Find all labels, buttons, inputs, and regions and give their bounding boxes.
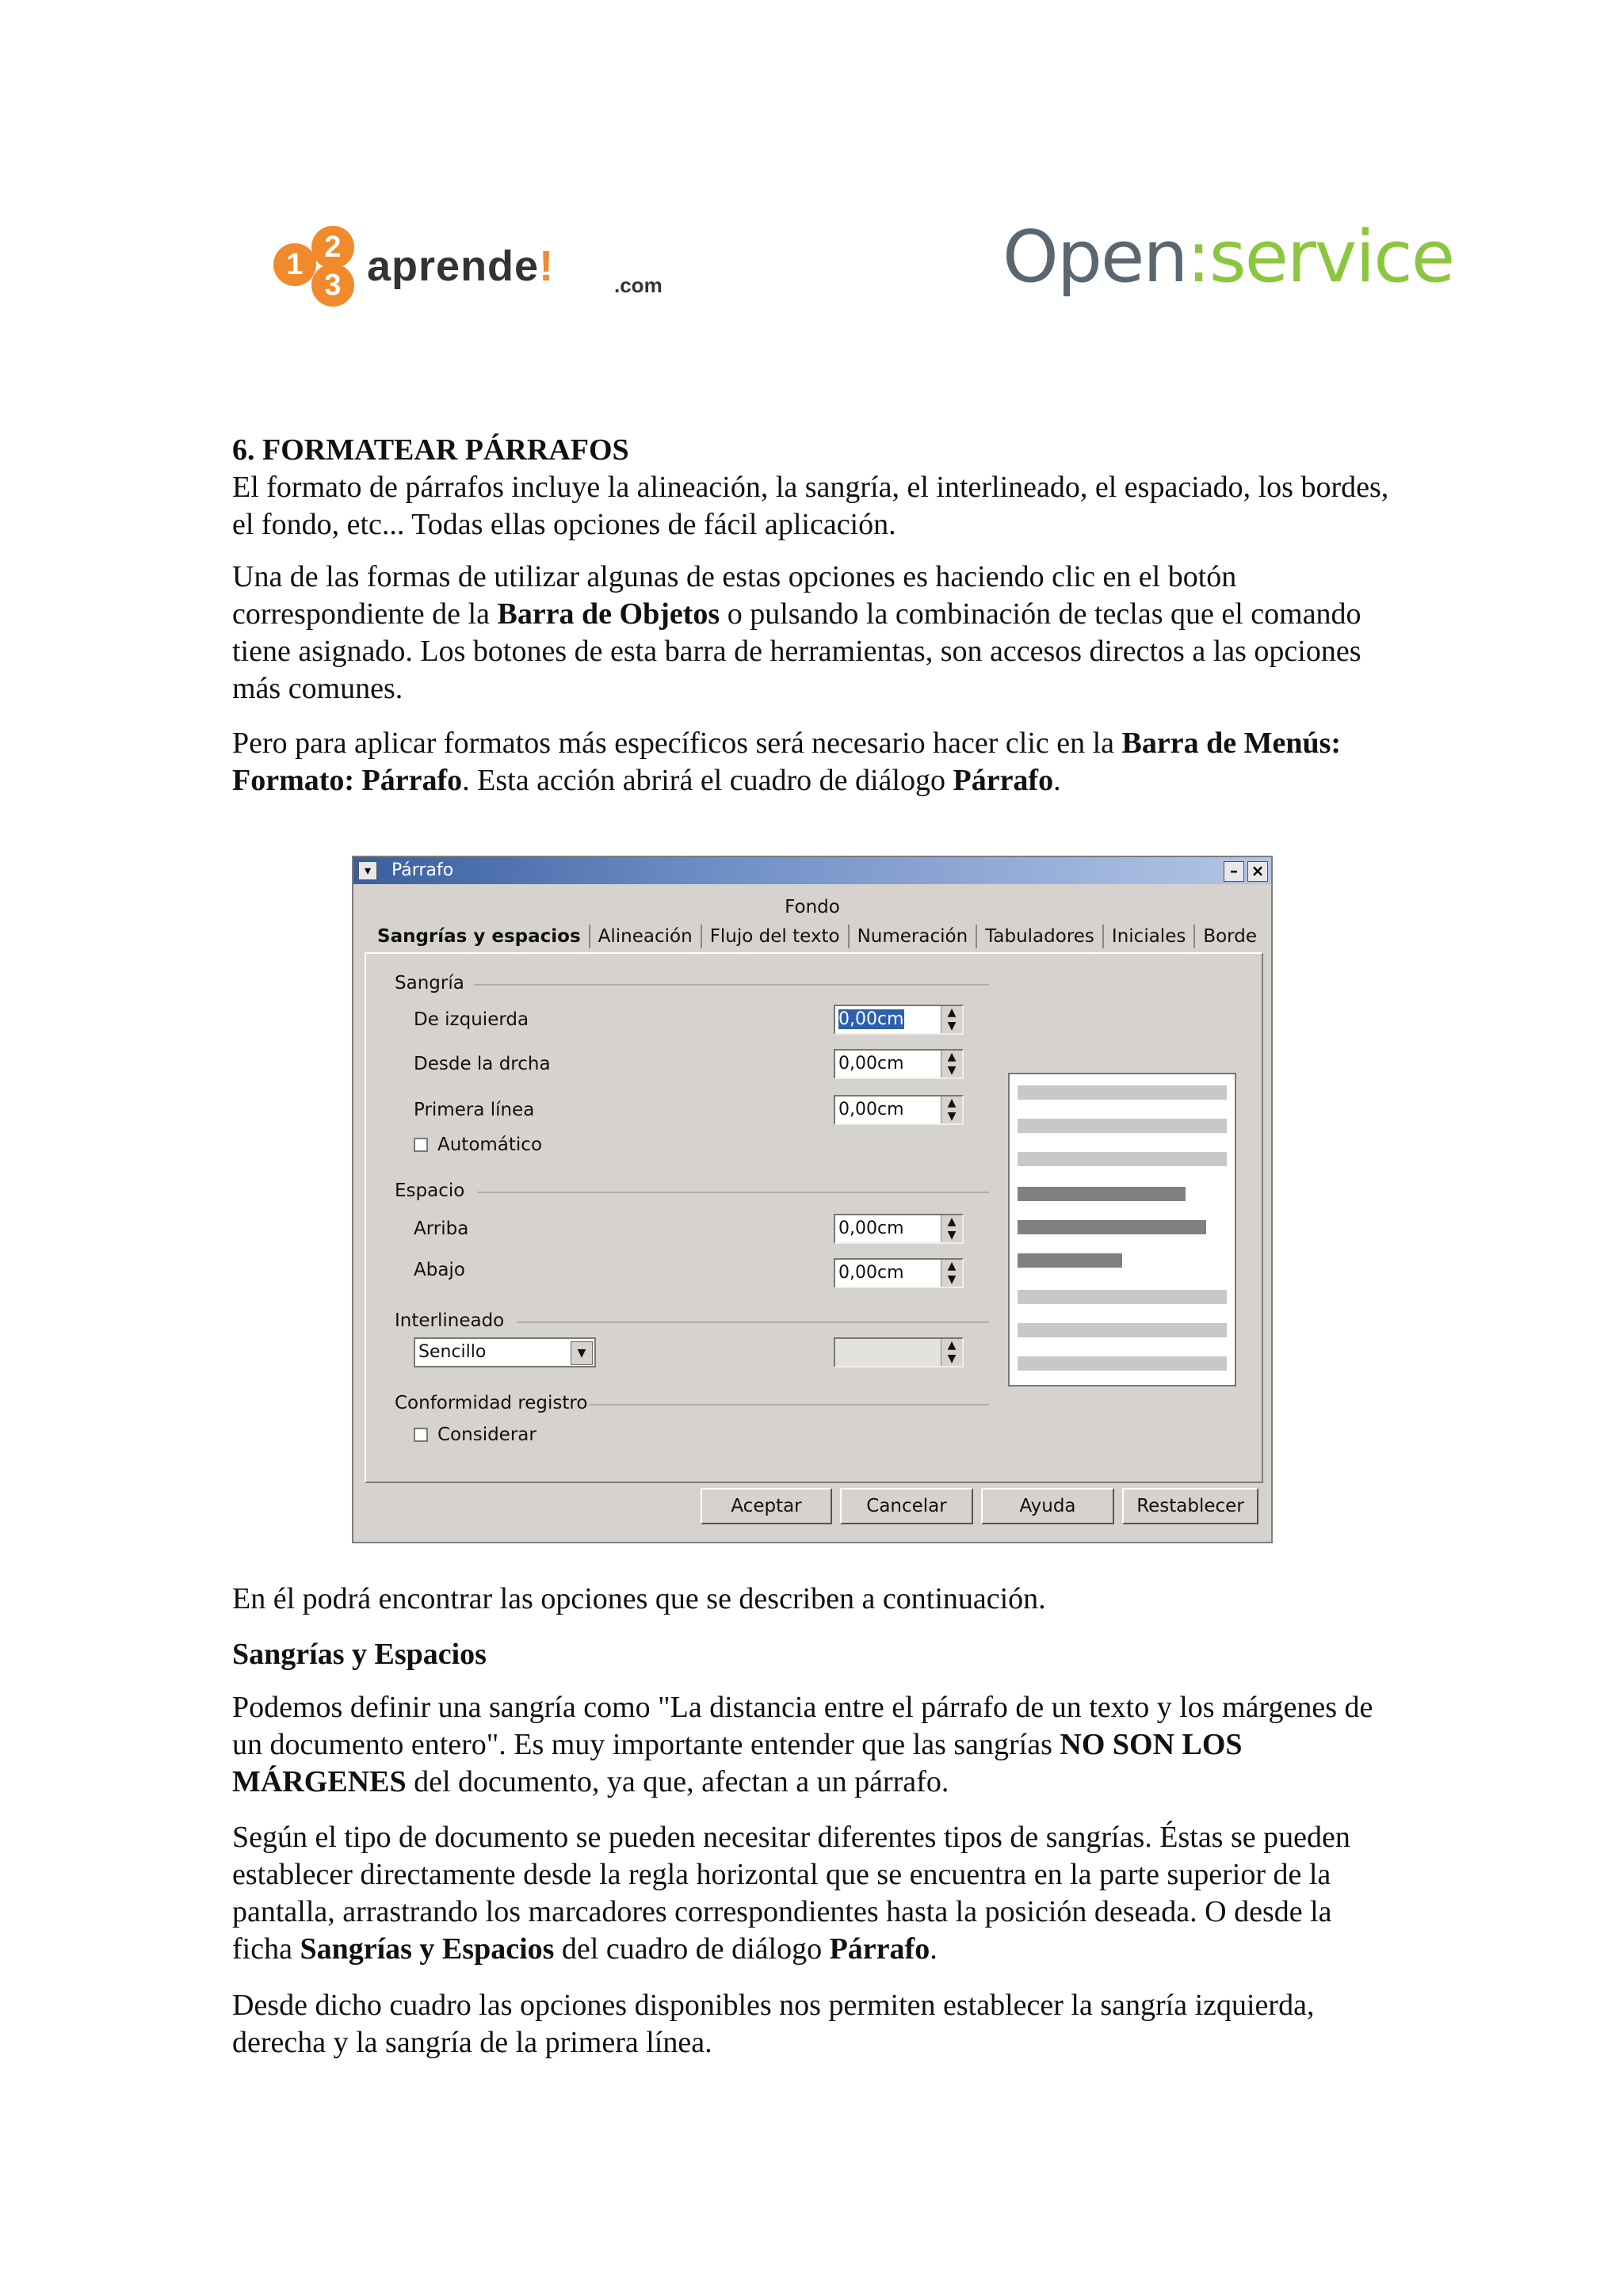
tab-alineacion[interactable]: Alineación	[590, 925, 702, 948]
paragraph-dialog-screenshot	[352, 856, 1273, 1543]
spin-arrows-icon[interactable]: ▲ ▼	[941, 1260, 962, 1287]
group-espacio: Espacio	[395, 1180, 465, 1201]
logo-digit-2: 2	[311, 226, 354, 269]
label-primera-linea: Primera línea	[414, 1100, 535, 1120]
logo-word: aprende!	[367, 242, 555, 290]
paragraph-6: Según el tipo de documento se pueden necesitar diferentes tipos de sangrías. Éstas se pueden establecer directamente desde la regla horizontal que se encuentra en la parte superior de la pantalla, arrastrando los marcadores correspondientes hasta la posición deseada. O desde la ficha Sangrías y Espacios del cuadro de diálogo Párrafo.	[232, 1821, 1350, 1966]
group-sangria: Sangría	[395, 973, 464, 994]
paragraph-3: Pero para aplicar formatos más específicos será necesario hacer clic en la Barra de Menús: Formato: Párrafo. Esta acción abrirá el cuadro de diálogo Párrafo.	[232, 727, 1342, 797]
preview-line	[1018, 1119, 1227, 1133]
tab-numeracion[interactable]: Numeración	[850, 925, 978, 948]
dialog-titlebar	[353, 857, 1271, 884]
logo-digit-1: 1	[273, 243, 316, 286]
label-automatico: Automático	[437, 1135, 543, 1155]
label-de-izquierda: De izquierda	[414, 1009, 529, 1030]
close-icon[interactable]: ×	[1247, 861, 1268, 882]
logo-openservice: Open:service	[1002, 215, 1454, 299]
tab-panel	[365, 952, 1263, 1483]
logo-digit-3: 3	[311, 264, 354, 307]
preview-line	[1018, 1152, 1227, 1166]
label-considerar: Considerar	[437, 1425, 537, 1445]
preview-line	[1018, 1356, 1227, 1371]
input-primera-linea[interactable]: 0,00cm ▲ ▼	[834, 1095, 964, 1125]
label-arriba: Arriba	[414, 1219, 469, 1239]
input-desde-drcha[interactable]: 0,00cm ▲ ▼	[834, 1049, 964, 1079]
window-menu-icon[interactable]: ▾	[358, 861, 377, 880]
logo-suffix: .com	[614, 273, 663, 297]
section-title: 6. FORMATEAR PÁRRAFOS	[232, 433, 629, 467]
tab-fondo[interactable]: Fondo	[785, 897, 840, 917]
group-interlineado: Interlineado	[395, 1310, 505, 1331]
restablecer-button[interactable]: Restablecer	[1122, 1488, 1258, 1524]
preview-box	[1008, 1073, 1236, 1386]
tab-bar	[369, 925, 1255, 953]
tab-flujo[interactable]: Flujo del texto	[702, 925, 850, 948]
select-interlineado[interactable]: Sencillo ▼	[414, 1337, 596, 1367]
ayuda-button[interactable]: Ayuda	[981, 1488, 1114, 1524]
paragraph-2: Una de las formas de utilizar algunas de estas opciones es haciendo clic en el botón correspondiente de la Barra de Objetos o pulsando la combinación de teclas que el comando tiene asignado. Los botones de esta barra de herramientas, son accesos directos a las opciones más comunes.	[232, 560, 1361, 705]
label-abajo: Abajo	[414, 1260, 465, 1280]
preview-line	[1018, 1187, 1186, 1201]
tab-sangrias[interactable]: Sangrías y espacios	[369, 925, 590, 948]
group-conformidad: Conformidad registro	[395, 1393, 588, 1413]
input-abajo[interactable]: 0,00cm ▲ ▼	[834, 1258, 964, 1288]
spin-arrows-icon[interactable]: ▲ ▼	[941, 1215, 962, 1242]
spin-arrows-icon[interactable]: ▲ ▼	[941, 1051, 962, 1077]
subheading-sangrias: Sangrías y Espacios	[232, 1638, 487, 1671]
paragraph-1: El formato de párrafos incluye la alineación, la sangría, el interlineado, el espaciado, los bordes, el fondo, etc... Todas ellas opciones de fácil aplicación.	[232, 471, 1389, 541]
logo-aprende	[273, 226, 685, 321]
tab-borde[interactable]: Borde	[1203, 926, 1257, 947]
divider	[477, 1192, 989, 1193]
spin-arrows-icon[interactable]: ▲ ▼	[941, 1339, 962, 1366]
preview-line	[1018, 1085, 1227, 1100]
spin-arrows-icon[interactable]: ▲ ▼	[941, 1097, 962, 1123]
cancelar-button[interactable]: Cancelar	[840, 1488, 973, 1524]
divider	[590, 1404, 989, 1405]
preview-line	[1018, 1253, 1122, 1268]
divider	[474, 984, 989, 986]
input-interlineado-value[interactable]	[834, 1337, 964, 1367]
minimize-icon[interactable]: –	[1224, 861, 1244, 882]
checkbox-automatico[interactable]	[414, 1138, 428, 1152]
spin-arrows-icon[interactable]: ▲ ▼	[941, 1006, 962, 1033]
checkbox-considerar[interactable]	[414, 1428, 428, 1442]
preview-line	[1018, 1323, 1227, 1337]
tab-iniciales[interactable]: Iniciales	[1104, 925, 1195, 948]
paragraph-4: En él podrá encontrar las opciones que se describen a continuación.	[232, 1582, 1046, 1615]
input-de-izquierda[interactable]: 0,00cm ▲ ▼	[834, 1005, 964, 1035]
chevron-down-icon[interactable]: ▼	[571, 1341, 593, 1365]
preview-line	[1018, 1220, 1206, 1234]
tab-tabuladores[interactable]: Tabuladores	[977, 925, 1104, 948]
paragraph-7: Desde dicho cuadro las opciones disponibles nos permiten establecer la sangría izquierda, derecha y la sangría de la primera línea.	[232, 1989, 1315, 2059]
paragraph-5: Podemos definir una sangría como "La distancia entre el párrafo de un texto y los márgenes de un documento entero". Es muy importante entender que las sangrías NO SON LOS MÁRGENES del documento, ya que, afectan a un párrafo.	[232, 1691, 1373, 1798]
dialog-title: Párrafo	[391, 860, 454, 880]
input-arriba[interactable]: 0,00cm ▲ ▼	[834, 1214, 964, 1244]
label-desde-drcha: Desde la drcha	[414, 1054, 551, 1074]
aceptar-button[interactable]: Aceptar	[701, 1488, 832, 1524]
divider	[517, 1322, 989, 1323]
preview-line	[1018, 1290, 1227, 1304]
